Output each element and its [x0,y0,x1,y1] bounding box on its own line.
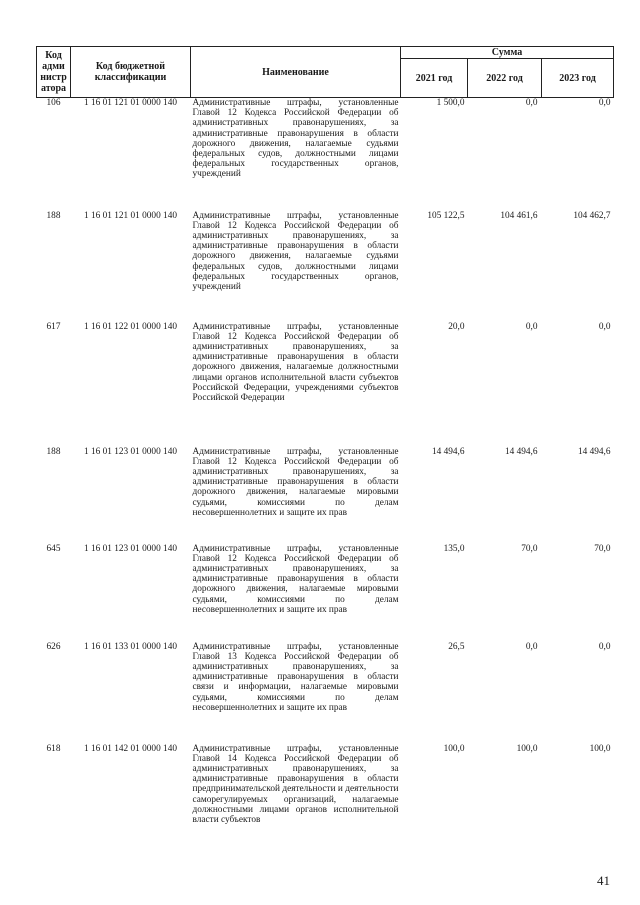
row-kbk-code: 1 16 01 123 01 0000 140 [84,446,177,457]
row-kbk-code: 1 16 01 121 01 0000 140 [84,210,177,221]
row-sum-2023: 0,0 [598,321,611,332]
row-name: Административные штрафы, установленные Главой 12 Кодекса Российской Федерации об административных правонарушениях, за административные правонарушения в области дорожного движения, налагаемые мировыми судьями, комиссиями по делам несовершеннолетних и защите их прав [192,543,399,615]
table-header [37,47,614,98]
row-sum-2023: 0,0 [598,641,611,652]
row-name: Административные штрафы, установленные Главой 13 Кодекса Российской Федерации об административных правонарушениях, за административные правонарушения в области связи и информации, налагаемые мировыми судьями, комиссиями по делам несовершеннолетних и защите их прав [192,641,399,713]
row-admin-code: 617 [46,321,61,332]
row-admin-code: 626 [46,641,61,652]
row-name: Административные штрафы, установленные Главой 12 Кодекса Российской Федерации об административных правонарушениях, за административные правонарушения в области дорожного движения, налагаемые судьями федеральных судов, должностными лицами федеральных государственных органов, учреждений [192,210,399,292]
row-name: Административные штрафы, установленные Главой 12 Кодекса Российской Федерации об административных правонарушениях, за административные правонарушения в области дорожного движения, налагаемые судьями федеральных судов, должностными лицами федеральных государственных органов, учреждений [192,98,399,180]
table-row [37,544,614,642]
table-row [37,642,614,744]
header-name: Наименование [191,47,401,98]
row-name: Административные штрафы, установленные Главой 14 Кодекса Российской Федерации об административных правонарушениях, за административные правонарушения в области предпринимательской деятельности и деятельности саморегулируемых организаций, налагаемые должностными лицами органов исполнительной власти субъектов [192,743,399,825]
table-row [37,744,614,876]
row-sum-2022: 0,0 [525,641,538,652]
row-sum-2021: 26,5 [448,641,465,652]
row-admin-code: 645 [46,543,61,554]
row-admin-code: 188 [46,210,61,221]
row-sum-2021: 20,0 [448,321,465,332]
header-kbk: Код бюджетной классификации [71,47,191,98]
row-sum-2023: 100,0 [589,743,611,754]
header-year-2021: 2021 год [401,59,468,97]
row-sum-2022: 100,0 [516,743,538,754]
table-row [37,211,614,322]
row-kbk-code: 1 16 01 122 01 0000 140 [84,321,177,332]
header-year-2023: 2023 год [559,72,596,84]
budget-revenue-table [36,46,614,876]
header-sum-group [401,47,614,98]
row-sum-2023: 104 462,7 [573,210,611,221]
row-sum-2022: 0,0 [525,98,538,108]
row-kbk-code: 1 16 01 121 01 0000 140 [84,98,177,108]
header-year-2022: 2022 год [468,59,542,97]
table-row [37,322,614,447]
row-sum-2021: 14 494,6 [431,446,465,457]
row-name: Административные штрафы, установленные Главой 12 Кодекса Российской Федерации об административных правонарушениях, за административные правонарушения в области дорожного движения, налагаемые должностными лицами органов исполнительной власти субъектов Российской Федерации, учреждениями субъектов Российской Федерации [192,321,399,403]
row-sum-2022: 104 461,6 [500,210,538,221]
row-name: Административные штрафы, установленные Главой 12 Кодекса Российской Федерации об административных правонарушениях, за административные правонарушения в области дорожного движения, налагаемые мировыми судьями, комиссиями по делам несовершеннолетних и защите их прав [192,446,399,518]
header-admin-code: Код адми нистр атора [37,47,71,98]
row-kbk-code: 1 16 01 142 01 0000 140 [84,743,177,754]
row-admin-code: 106 [46,98,61,108]
table-row [37,447,614,544]
row-sum-2023: 0,0 [598,98,611,108]
row-admin-code: 618 [46,743,61,754]
row-sum-2022: 70,0 [521,543,538,554]
table-row [37,98,614,211]
row-sum-2021: 135,0 [443,543,465,554]
header-sum: Сумма [401,47,613,59]
row-sum-2021: 105 122,5 [427,210,465,221]
row-sum-2023: 14 494,6 [577,446,611,457]
row-kbk-code: 1 16 01 133 01 0000 140 [84,641,177,652]
row-sum-2021: 100,0 [443,743,465,754]
row-sum-2022: 14 494,6 [504,446,538,457]
row-sum-2021: 1 500,0 [436,98,465,108]
budget-table-sheet [36,46,613,876]
row-admin-code: 188 [46,446,61,457]
page-number: 41 [597,873,610,888]
row-kbk-code: 1 16 01 123 01 0000 140 [84,543,177,554]
row-sum-2022: 0,0 [525,321,538,332]
row-sum-2023: 70,0 [594,543,611,554]
